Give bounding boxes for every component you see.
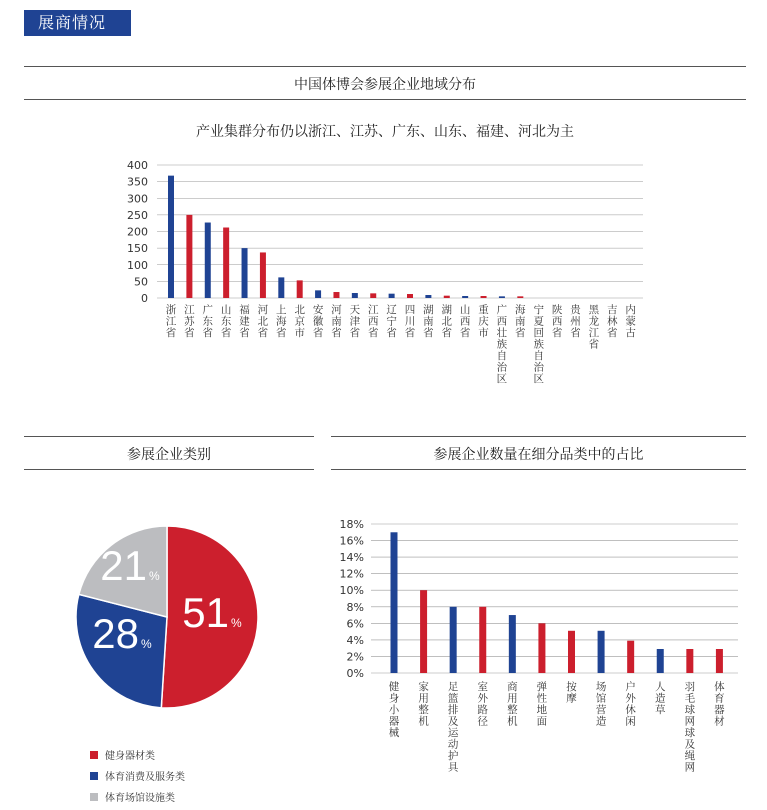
x-tick-label: 海南省 bbox=[515, 304, 526, 339]
x-tick-label: 河北省 bbox=[257, 304, 269, 339]
x-tick-label: 浙江省 bbox=[165, 304, 177, 339]
bar bbox=[391, 532, 398, 673]
x-tick-label: 山东省 bbox=[220, 304, 232, 339]
y-tick-label: 300 bbox=[127, 192, 148, 206]
x-tick-label: 场馆营造 bbox=[595, 681, 607, 728]
x-tick-label: 四川省 bbox=[404, 304, 416, 339]
x-tick-label: 羽毛球网球及绳网 bbox=[684, 681, 696, 774]
y-tick-label: 10% bbox=[339, 584, 364, 598]
x-tick-label: 按摩 bbox=[566, 681, 577, 705]
x-tick-label: 足篮排及运动护具 bbox=[447, 681, 459, 774]
x-tick-label: 人造草 bbox=[655, 681, 666, 716]
bar bbox=[568, 631, 575, 673]
bar bbox=[716, 649, 723, 673]
bar bbox=[538, 623, 545, 673]
x-tick-label: 湖南省 bbox=[423, 304, 434, 339]
legend-label: 体育消费及服务类 bbox=[105, 772, 185, 783]
x-tick-label: 健身小器械 bbox=[388, 681, 400, 739]
x-tick-label: 安徽省 bbox=[312, 304, 324, 339]
y-tick-label: 12% bbox=[339, 567, 364, 581]
bar bbox=[657, 649, 664, 673]
y-tick-label: 50 bbox=[134, 275, 148, 289]
y-tick-label: 150 bbox=[127, 242, 148, 256]
y-tick-label: 0% bbox=[346, 667, 364, 680]
x-tick-label: 内蒙古 bbox=[625, 304, 636, 339]
section-tag: 展商情况 bbox=[24, 10, 131, 36]
x-tick-label: 山西省 bbox=[459, 304, 471, 339]
x-tick-label: 广东省 bbox=[202, 304, 214, 339]
bar bbox=[686, 649, 693, 673]
chart-title: 产业集群分布仍以浙江、江苏、广东、山东、福建、河北为主 bbox=[196, 124, 574, 140]
y-tick-label: 200 bbox=[127, 225, 148, 239]
section-title-region: 中国体博会参展企业地域分布 bbox=[294, 77, 476, 93]
y-tick-label: 4% bbox=[346, 633, 364, 647]
y-tick-label: 0 bbox=[141, 292, 148, 305]
y-tick-label: 100 bbox=[127, 258, 148, 272]
y-tick-label: 350 bbox=[127, 175, 148, 189]
y-tick-label: 14% bbox=[339, 551, 364, 565]
x-tick-label: 陕西省 bbox=[551, 304, 563, 339]
x-tick-label: 福建省 bbox=[239, 304, 250, 339]
legend-label: 体育场馆设施类 bbox=[105, 793, 175, 804]
x-tick-label: 商用整机 bbox=[507, 681, 518, 728]
x-tick-label: 江西省 bbox=[367, 304, 379, 339]
x-tick-label: 天津省 bbox=[349, 304, 361, 339]
y-tick-label: 400 bbox=[127, 159, 148, 172]
x-tick-label: 贵州省 bbox=[570, 304, 581, 339]
x-tick-label: 弹性地面 bbox=[536, 681, 548, 728]
x-tick-label: 湖北省 bbox=[441, 304, 453, 339]
bar bbox=[420, 590, 427, 673]
bar bbox=[598, 631, 605, 673]
x-tick-label: 辽宁省 bbox=[386, 304, 397, 339]
x-tick-label: 上海省 bbox=[276, 304, 287, 339]
x-tick-label: 江苏省 bbox=[184, 304, 195, 339]
x-tick-label: 家用整机 bbox=[418, 681, 429, 728]
x-tick-label: 室外路径 bbox=[477, 681, 488, 728]
x-tick-label: 宁夏回族自治区 bbox=[533, 304, 544, 385]
legend-label: 健身器材类 bbox=[105, 751, 155, 762]
y-tick-label: 16% bbox=[339, 534, 364, 548]
pie-value-label: 21 % bbox=[100, 542, 160, 589]
pie-value-label: 28 % bbox=[92, 610, 152, 657]
section-title-subcategory: 参展企业数量在细分品类中的占比 bbox=[433, 447, 644, 463]
x-tick-label: 北京市 bbox=[294, 304, 305, 339]
x-tick-label: 体育器材 bbox=[714, 681, 725, 728]
x-tick-label: 广西壮族自治区 bbox=[496, 304, 508, 385]
x-tick-label: 吉林省 bbox=[606, 304, 618, 339]
y-tick-label: 6% bbox=[346, 617, 364, 631]
x-tick-label: 重庆市 bbox=[478, 304, 489, 339]
x-tick-label: 河南省 bbox=[331, 304, 342, 339]
pie-value-label: 51 % bbox=[182, 589, 242, 636]
x-tick-label: 户外休闲 bbox=[625, 681, 636, 728]
bar bbox=[450, 607, 457, 673]
y-tick-label: 2% bbox=[346, 650, 364, 664]
section-title-category: 参展企业类别 bbox=[127, 447, 211, 463]
y-tick-label: 250 bbox=[127, 208, 148, 222]
y-tick-label: 18% bbox=[339, 518, 364, 531]
x-tick-label: 黑龙江省 bbox=[588, 304, 600, 351]
bar bbox=[479, 607, 486, 673]
bar bbox=[627, 641, 634, 673]
y-tick-label: 8% bbox=[346, 600, 364, 614]
bar bbox=[509, 615, 516, 673]
